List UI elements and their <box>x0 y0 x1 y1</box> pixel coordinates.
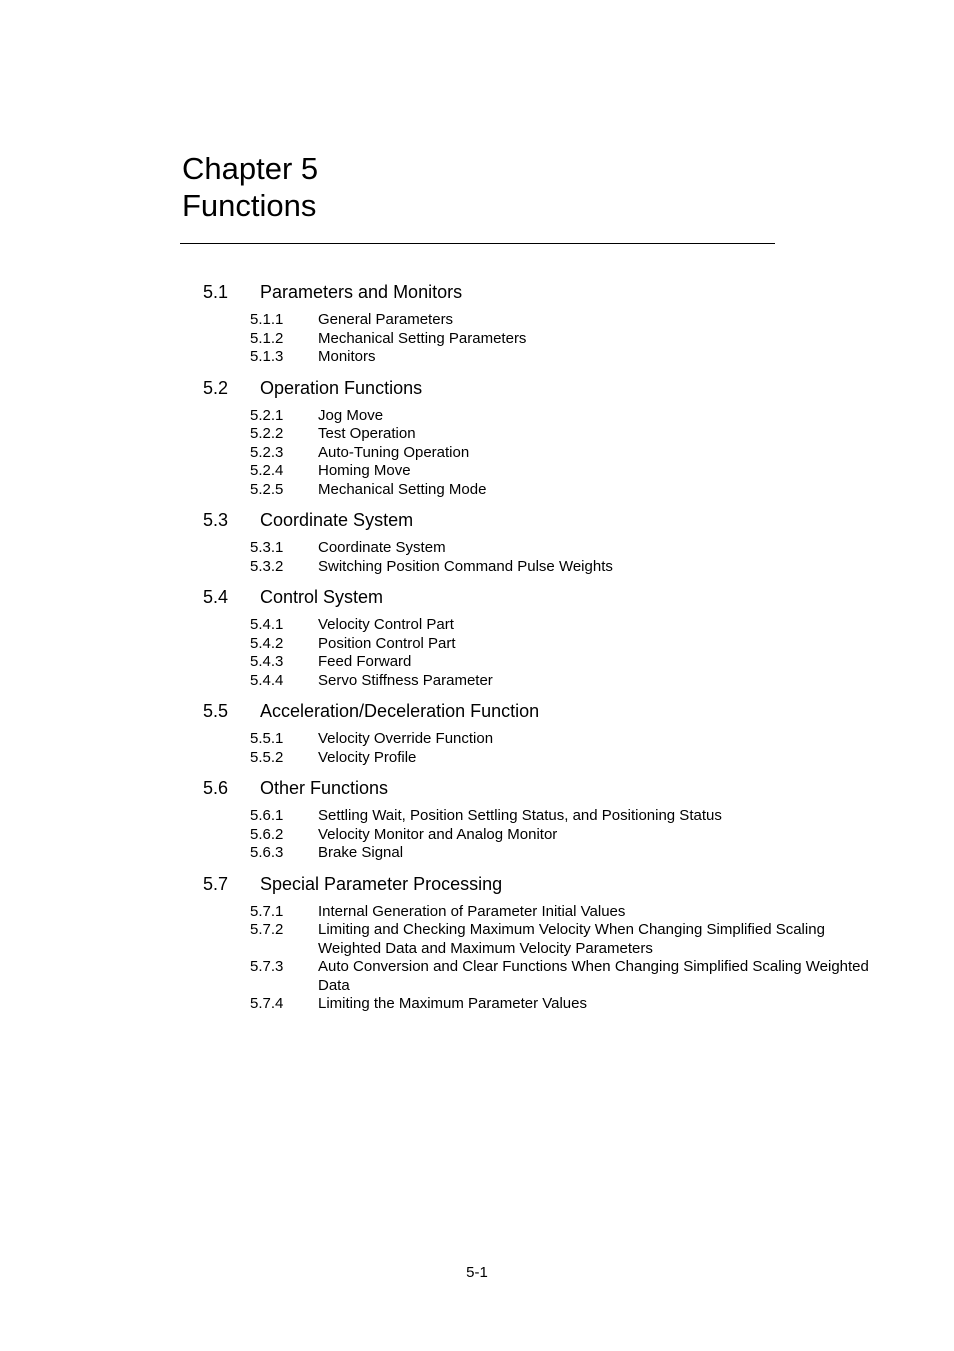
section-title: Acceleration/Deceleration Function <box>260 701 540 721</box>
subsection-number: 5.2.2 <box>250 425 284 442</box>
section-title: Coordinate System <box>260 510 414 530</box>
subsection-list <box>250 311 883 367</box>
toc-subsection[interactable] <box>250 407 883 426</box>
subsection-number: 5.7.3 <box>250 958 284 975</box>
toc-subsection[interactable] <box>250 749 883 768</box>
toc-subsection[interactable] <box>250 635 883 654</box>
section-title: Parameters and Monitors <box>260 282 463 302</box>
subsection-title: Limiting and Checking Maximum Velocity When Changing Simplified Scaling Weighted Data and Maximum Velocity Parameters <box>318 921 825 957</box>
toc-subsection[interactable] <box>250 826 883 845</box>
toc-section-heading[interactable] <box>203 699 883 723</box>
page-number: 5-1 <box>466 1264 488 1281</box>
subsection-title: Velocity Override Function <box>318 730 494 747</box>
subsection-title: Brake Signal <box>318 844 404 861</box>
toc-subsection[interactable] <box>250 348 883 367</box>
subsection-title: Internal Generation of Parameter Initial Values <box>318 902 626 920</box>
chapter-title: Functions <box>182 188 317 223</box>
toc-subsection[interactable] <box>250 444 883 463</box>
chapter-number: Chapter 5 <box>182 151 319 186</box>
toc-section-heading[interactable] <box>203 376 883 400</box>
toc-section <box>203 280 883 367</box>
subsection-title: Position Control Part <box>318 634 456 652</box>
subsection-number: 5.2.1 <box>250 406 284 424</box>
toc-subsection[interactable] <box>250 616 883 635</box>
subsection-number: 5.7.1 <box>250 902 284 920</box>
toc-section <box>203 776 883 863</box>
subsection-title: Velocity Profile <box>318 748 417 766</box>
toc-subsection[interactable] <box>250 462 883 481</box>
subsection-number: 5.4.2 <box>250 634 284 652</box>
subsection-list <box>250 539 883 576</box>
toc-subsection[interactable] <box>250 903 883 922</box>
subsection-title: Test Operation <box>318 425 416 442</box>
toc-section-heading[interactable] <box>203 585 883 609</box>
subsection-number: 5.1.1 <box>250 311 284 328</box>
toc-section <box>203 699 883 767</box>
subsection-title: Homing Move <box>318 462 411 479</box>
toc-subsection[interactable] <box>250 958 883 995</box>
toc-subsection[interactable] <box>250 425 883 444</box>
subsection-title: Mechanical Setting Parameters <box>318 329 527 347</box>
toc-subsection[interactable] <box>250 995 883 1014</box>
subsection-number: 5.2.4 <box>250 462 284 479</box>
section-number: 5.5 <box>203 701 229 721</box>
subsection-title: Auto-Tuning Operation <box>318 443 470 461</box>
subsection-number: 5.5.2 <box>250 748 284 766</box>
toc-subsection[interactable] <box>250 672 883 691</box>
toc-subsection[interactable] <box>250 311 883 330</box>
subsection-number: 5.5.1 <box>250 730 284 747</box>
section-title: Other Functions <box>260 778 389 798</box>
section-number: 5.2 <box>203 377 229 398</box>
toc-section <box>203 872 883 1014</box>
toc-subsection[interactable] <box>250 481 883 500</box>
subsection-number: 5.4.4 <box>250 671 284 689</box>
toc-section <box>203 585 883 690</box>
subsection-title: Settling Wait, Position Settling Status, and Positioning Status <box>318 807 722 824</box>
subsection-number: 5.1.2 <box>250 329 284 347</box>
toc-subsection[interactable] <box>250 653 883 672</box>
subsection-title: Servo Stiffness Parameter <box>318 671 493 689</box>
subsection-number: 5.2.3 <box>250 443 284 461</box>
table-of-contents <box>203 280 883 1023</box>
subsection-number: 5.1.3 <box>250 348 284 365</box>
subsection-list <box>250 407 883 500</box>
subsection-number: 5.4.1 <box>250 616 284 633</box>
subsection-list <box>250 616 883 690</box>
section-number: 5.7 <box>203 873 229 894</box>
chapter-heading <box>182 150 318 224</box>
subsection-title: Limiting the Maximum Parameter Values <box>318 995 587 1012</box>
subsection-number: 5.4.3 <box>250 653 284 670</box>
subsection-list <box>250 903 883 1014</box>
section-number: 5.6 <box>203 778 229 798</box>
toc-subsection[interactable] <box>250 730 883 749</box>
subsection-number: 5.7.2 <box>250 921 284 938</box>
heading-divider <box>180 243 775 244</box>
section-title: Control System <box>260 587 384 607</box>
section-number: 5.1 <box>203 282 229 302</box>
section-title: Special Parameter Processing <box>260 873 503 894</box>
toc-section <box>203 508 883 576</box>
subsection-title: Coordinate System <box>318 539 446 556</box>
subsection-list <box>250 807 883 863</box>
section-number: 5.4 <box>203 587 229 607</box>
toc-subsection[interactable] <box>250 558 883 577</box>
subsection-title: Switching Position Command Pulse Weights <box>318 557 613 575</box>
subsection-title: Feed Forward <box>318 653 412 670</box>
subsection-number: 5.7.4 <box>250 995 284 1012</box>
subsection-number: 5.3.1 <box>250 539 284 556</box>
subsection-title: Mechanical Setting Mode <box>318 480 487 498</box>
subsection-title: Velocity Monitor and Analog Monitor <box>318 825 558 843</box>
toc-section-heading[interactable] <box>203 508 883 532</box>
subsection-title: Auto Conversion and Clear Functions When Changing Simplified Scaling Weighted Data <box>318 958 869 994</box>
toc-subsection[interactable] <box>250 539 883 558</box>
toc-subsection[interactable] <box>250 807 883 826</box>
subsection-title: Monitors <box>318 348 376 365</box>
subsection-number: 5.3.2 <box>250 557 284 575</box>
section-number: 5.3 <box>203 510 229 530</box>
subsection-number: 5.6.2 <box>250 825 284 843</box>
section-title: Operation Functions <box>260 377 423 398</box>
toc-section-heading[interactable] <box>203 280 883 304</box>
toc-subsection[interactable] <box>250 844 883 863</box>
toc-section <box>203 376 883 500</box>
subsection-number: 5.6.1 <box>250 807 284 824</box>
subsection-number: 5.6.3 <box>250 844 284 861</box>
subsection-title: General Parameters <box>318 311 454 328</box>
subsection-list <box>250 730 883 767</box>
subsection-title: Velocity Control Part <box>318 616 454 633</box>
toc-section-heading[interactable] <box>203 776 883 800</box>
toc-section-heading[interactable] <box>203 872 883 896</box>
subsection-title: Jog Move <box>318 406 384 424</box>
subsection-number: 5.2.5 <box>250 480 284 498</box>
toc-subsection[interactable] <box>250 921 883 958</box>
toc-subsection[interactable] <box>250 330 883 349</box>
